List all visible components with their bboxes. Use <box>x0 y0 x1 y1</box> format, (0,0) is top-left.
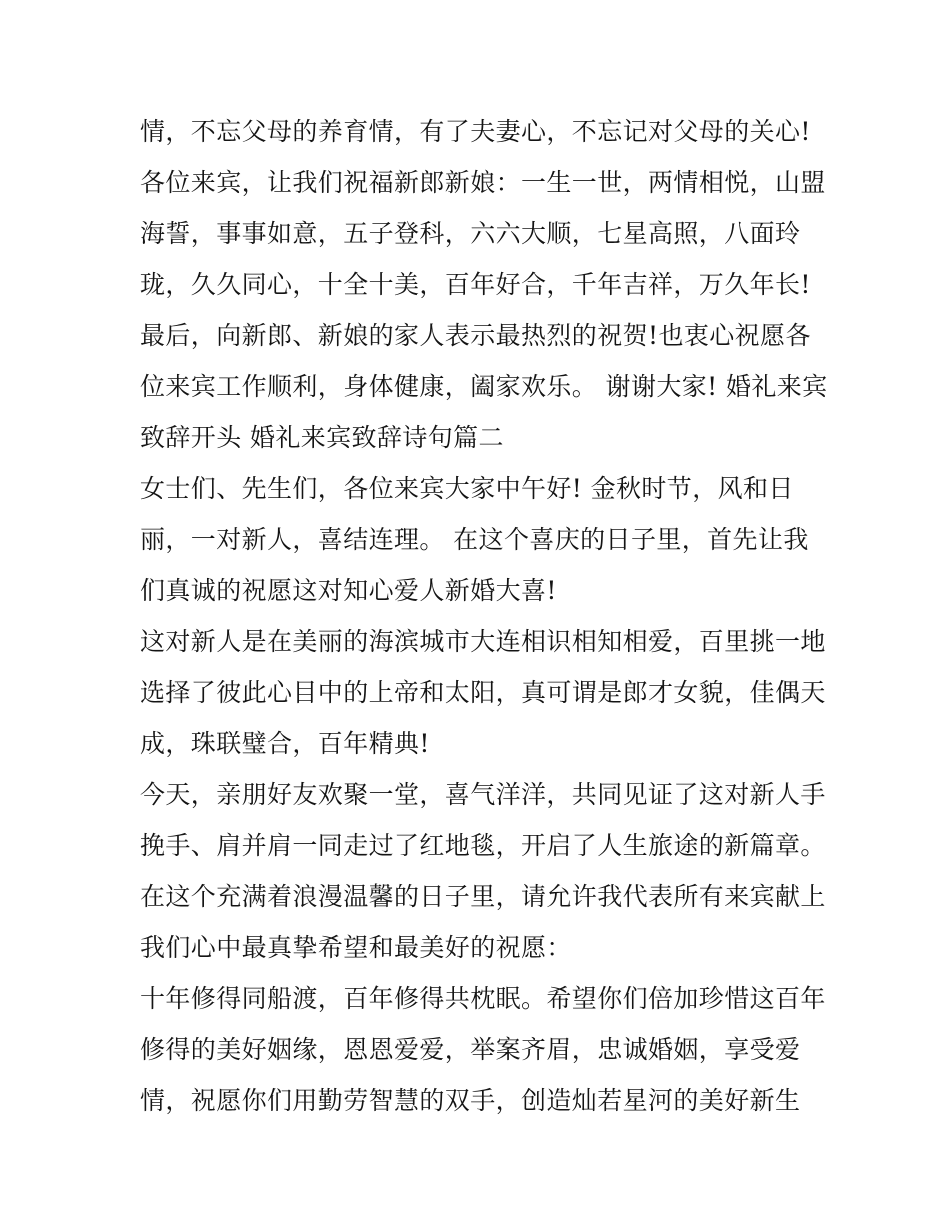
text-line: 选择了彼此心目中的上帝和太阳，真可谓是郎才女貌，佳偶天 <box>140 678 826 707</box>
section-heading-line: 致辞开头 婚礼来宾致辞诗句篇二 <box>140 423 504 452</box>
text-line: 今天，亲朋好友欢聚一堂，喜气洋洋，共同见证了这对新人手 <box>140 780 826 809</box>
document-body <box>140 106 840 1126</box>
text-line: 挽手、肩并肩一同走过了红地毯，开启了人生旅途的新篇章。 <box>140 831 826 860</box>
text-line: 珑，久久同心，十全十美，百年好合，千年吉祥，万久年长! <box>140 270 811 299</box>
text-line: 海誓，事事如意，五子登科，六六大顺，七星高照，八面玲 <box>140 219 801 248</box>
text-line: 情，祝愿你们用勤劳智慧的双手，创造灿若星河的美好新生 <box>140 1086 801 1115</box>
text-line: 成，珠联璧合，百年精典! <box>140 729 430 758</box>
text-line: 我们心中最真挚希望和最美好的祝愿： <box>140 933 572 962</box>
text-line: 修得的美好姻缘，恩恩爱爱，举案齐眉，忠诚婚姻，享受爱 <box>140 1035 801 1064</box>
text-line: 最后，向新郎、新娘的家人表示最热烈的祝贺!也衷心祝愿各 <box>140 321 811 350</box>
text-line: 各位来宾，让我们祝福新郎新娘：一生一世，两情相悦，山盟 <box>140 168 826 197</box>
text-line: 这对新人是在美丽的海滨城市大连相识相知相爱，百里挑一地 <box>140 627 826 656</box>
text-line: 们真诚的祝愿这对知心爱人新婚大喜! <box>140 576 557 605</box>
text-line: 位来宾工作顺利，身体健康，阖家欢乐。 谢谢大家! 婚礼来宾 <box>140 372 828 401</box>
text-line: 丽，一对新人，喜结连理。 在这个喜庆的日子里，首先让我 <box>140 525 809 554</box>
text-line: 十年修得同船渡，百年修得共枕眠。希望你们倍加珍惜这百年 <box>140 984 826 1013</box>
text-line: 情，不忘父母的养育情，有了夫妻心，不忘记对父母的关心! <box>140 117 811 146</box>
text-line: 在这个充满着浪漫温馨的日子里，请允许我代表所有来宾献上 <box>140 882 826 911</box>
text-line: 女士们、先生们，各位来宾大家中午好! 金秋时节，风和日 <box>140 474 794 503</box>
